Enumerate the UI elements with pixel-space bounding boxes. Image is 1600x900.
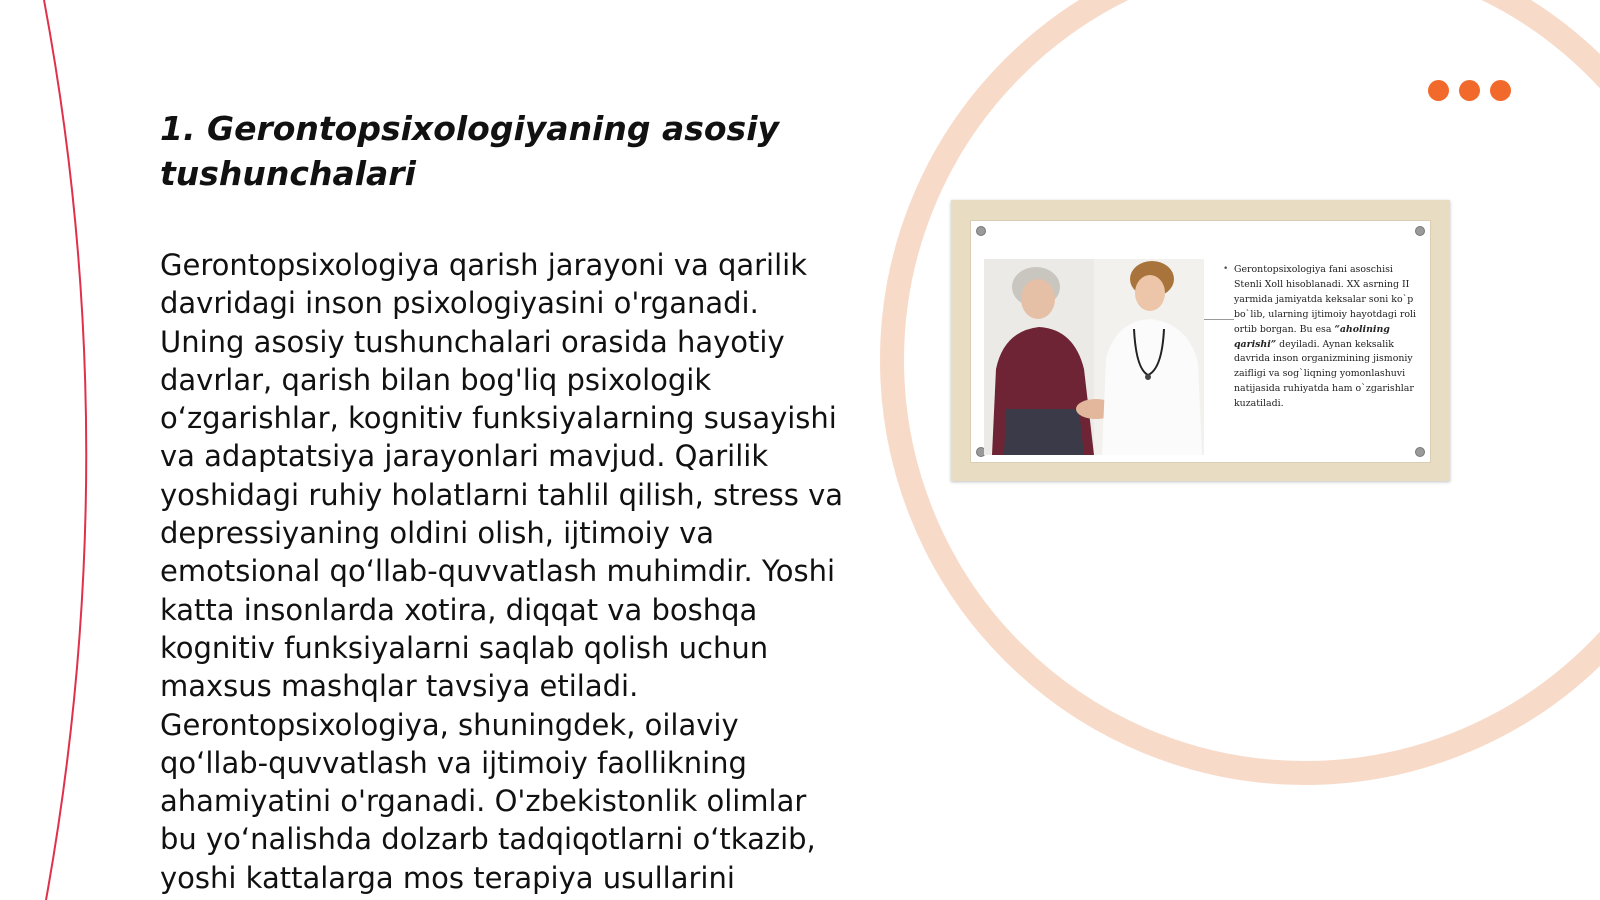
- slide-body-text: Gerontopsixologiya qarish jarayoni va qarilik davridagi inson psixologiyasini o'rganadi. Uning asosiy tushunchalari orasida hayotiy davrlar, qarish bilan bog'liq psixologik o‘zgarishlar, kognitiv funksiyalarning susayishi va adaptatsiya jarayonlari mavjud. Qarilik yoshidagi ruhiy holatlarni tahlil qilish, stress va depressiyaning oldini olish, ijtimoiy va emotsional qo‘llab-quvvatlash muhimdir. Yoshi katta insonlarda xotira, diqqat va boshqa kognitiv funksiyalarni saqlab qolish uchun maxsus mashqlar tavsiya etiladi. Gerontopsixologiya, shuningdek, oilaviy qo‘llab-quvvatlash va ijtimoiy faollikning ahamiyatini o'rganadi. O'zbekistonlik olimlar bu yo‘nalishda dolzarb tadqiqotlarni o‘tkazib, yoshi kattalarga mos terapiya usullarini: [160, 248, 844, 895]
- figure-card: [951, 200, 1450, 481]
- pin-icon: [976, 226, 986, 236]
- caption-text-end: deyiladi. Aynan keksalik davrida inson organizmining jismoniy zaifligi va sog`liqning yomonlashuvi natijasida ruhiyatda ham o`zgarishlar kuzatiladi.: [1234, 338, 1414, 410]
- photo-elderly-woman-with-nurse: [984, 259, 1204, 455]
- pin-icon: [1415, 447, 1425, 457]
- decorative-dots: [1428, 80, 1511, 101]
- caption-text-start: Gerontopsixologiya fani asoschisi Stenli Xoll hisoblanadi. XX asrning II yarmida jamiyatda keksalar soni ko`p bo`lib, ularning ijtimoiy hayotdagi roli ortib borgan. Bu esa: [1234, 264, 1416, 335]
- caption-connector-line: [1204, 319, 1234, 320]
- pin-icon: [1415, 226, 1425, 236]
- caption-bullet: •: [1223, 264, 1229, 274]
- dot-icon: [1428, 80, 1449, 101]
- dot-icon: [1490, 80, 1511, 101]
- figure-inner-panel: [970, 220, 1431, 463]
- slide-title: 1. Gerontopsixologiyaning asosiy tushunchalari: [160, 109, 780, 193]
- figure-caption: [1234, 263, 1420, 412]
- left-edge-curve: [44, 0, 86, 900]
- caption-emphasis: “aholining qarishi”: [1234, 323, 1390, 350]
- dot-icon: [1459, 80, 1480, 101]
